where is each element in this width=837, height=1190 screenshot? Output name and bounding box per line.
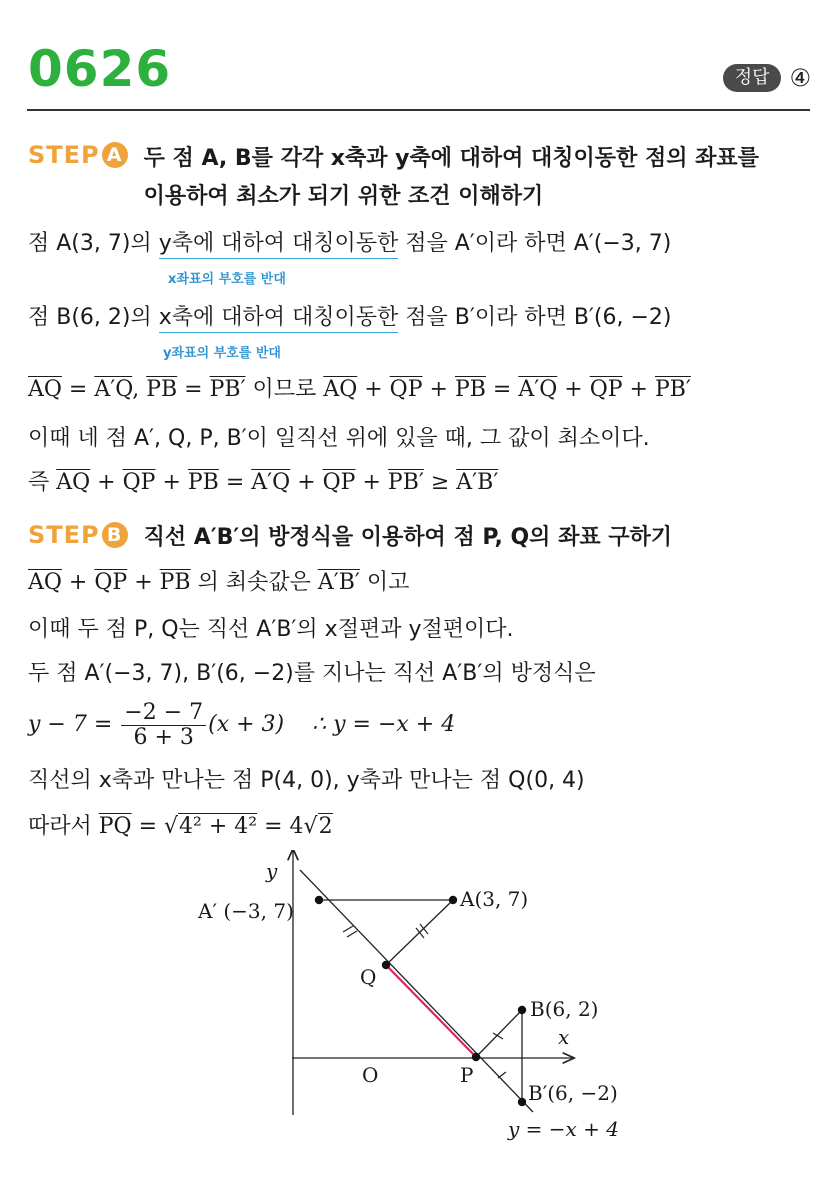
geq-sign: ≥ bbox=[423, 470, 457, 495]
step-a-line-2 bbox=[28, 303, 672, 333]
step-a-note-2: y좌표의 부호를 반대 bbox=[163, 346, 281, 361]
segment-a-prime-q: A′Q bbox=[518, 377, 558, 402]
plus-sign: + bbox=[357, 377, 390, 402]
y-axis-label: y bbox=[266, 859, 278, 883]
step-a-line-2-underlined: x축에 대하여 대칭이동한 bbox=[159, 305, 399, 333]
step-b-word: STEP bbox=[28, 521, 100, 549]
point-a bbox=[449, 896, 457, 904]
segment-aq: $\overline{AQ}$ bbox=[323, 377, 358, 402]
step-a-title bbox=[144, 140, 759, 216]
plus-sign: + bbox=[127, 570, 160, 595]
step-a-label bbox=[28, 140, 128, 170]
segment-qp: $\overline{QP}$ bbox=[589, 377, 623, 402]
segment-qp: $\overline{QP}$ bbox=[122, 470, 156, 495]
slope-fraction bbox=[121, 701, 206, 750]
eq-sign: = bbox=[485, 377, 519, 402]
radicand-2: 2 bbox=[318, 814, 333, 839]
step-b-line-6 bbox=[28, 812, 333, 842]
step-b-line-2: 이때 두 점 P, Q는 직선 A′B′의 x절편과 y절편이다. bbox=[28, 617, 514, 642]
segment-q-p-highlight bbox=[386, 965, 476, 1057]
point-p bbox=[472, 1053, 480, 1061]
slope-numerator: −2 − 7 bbox=[121, 701, 206, 726]
plus-sign: + bbox=[61, 570, 95, 595]
step-a-note-1: x좌표의 부호를 반대 bbox=[168, 272, 286, 287]
header-divider bbox=[27, 109, 810, 111]
eq-sign: = bbox=[131, 814, 165, 839]
answer-value: ④ bbox=[789, 64, 811, 92]
step-a-line-3 bbox=[28, 375, 691, 405]
segment-qp: $\overline{QP}$ bbox=[389, 377, 423, 402]
answer-badge: 정답 bbox=[723, 64, 782, 92]
step-b-line-4 bbox=[28, 700, 455, 750]
step-a-letter-icon: A bbox=[102, 142, 128, 168]
point-b bbox=[518, 1006, 526, 1014]
text-igo: 이고 bbox=[359, 570, 410, 595]
step-a-line-4: 이때 네 점 A′, Q, P, B′이 일직선 위에 있을 때, 그 값이 최소이다. bbox=[28, 426, 650, 451]
label-b: B(6, 2) bbox=[530, 997, 599, 1021]
segment-a-prime-q: A′Q bbox=[251, 470, 291, 495]
segment-aq: $\overline{AQ}$ bbox=[56, 470, 91, 495]
step-a-word: STEP bbox=[28, 141, 100, 169]
segment-a-prime-b-prime: A′B′ bbox=[456, 470, 499, 495]
answer-area bbox=[723, 64, 811, 92]
line-equation-result: ∴ y = −x + 4 bbox=[312, 712, 456, 737]
segment-pq: $\overline{PQ}$ bbox=[98, 814, 132, 839]
text-jeuk: 즉 bbox=[28, 470, 57, 495]
plus-sign: + bbox=[422, 377, 455, 402]
label-line-equation: y = −x + 4 bbox=[508, 1117, 620, 1141]
equal-marks-b bbox=[493, 1033, 506, 1078]
x-axis-label: x bbox=[558, 1025, 570, 1049]
label-p: P bbox=[460, 1063, 474, 1087]
step-b-heading bbox=[28, 520, 672, 556]
plus-sign: + bbox=[90, 470, 123, 495]
text-imeuro: 이므로 bbox=[245, 377, 324, 402]
segment-pb-prime: PB′ bbox=[209, 377, 246, 402]
label-q: Q bbox=[360, 965, 377, 989]
plus-sign: + bbox=[557, 377, 590, 402]
step-a-line-5 bbox=[28, 468, 498, 498]
step-a-heading bbox=[28, 140, 759, 216]
problem-number: 0626 bbox=[28, 40, 172, 98]
step-a-line-2-post: 점을 B′이라 하면 B′(6, −2) bbox=[398, 305, 672, 330]
slope-denominator: 6 + 3 bbox=[133, 724, 194, 750]
coordinate-diagram bbox=[180, 850, 660, 1150]
line-equation-lhs: y − 7 = bbox=[28, 712, 120, 737]
point-a-prime bbox=[315, 896, 323, 904]
plus-sign: + bbox=[622, 377, 655, 402]
point-q bbox=[382, 961, 390, 969]
step-b-label bbox=[28, 520, 128, 550]
step-a-line-1-underlined: y축에 대하여 대칭이동한 bbox=[159, 231, 399, 259]
plus-sign: + bbox=[155, 470, 188, 495]
step-a-title-line1: 두 점 A, B를 각각 x축과 y축에 대하여 대칭이동한 점의 좌표를 bbox=[143, 146, 759, 171]
segment-pb: $\overline{PB}$ bbox=[454, 377, 486, 402]
radicand: 4² + 4² bbox=[179, 814, 258, 839]
segment-pb: $\overline{PB}$ bbox=[146, 377, 178, 402]
segment-aq: $\overline{AQ}$ bbox=[28, 377, 62, 402]
sqrt-symbol: √ bbox=[303, 814, 318, 839]
line-equation-rhs: (x + 3) bbox=[208, 712, 285, 737]
eq-sign: = bbox=[218, 470, 252, 495]
plus-sign: + bbox=[355, 470, 388, 495]
segment-p-b bbox=[476, 1010, 522, 1057]
segment-qp: $\overline{QP}$ bbox=[94, 570, 128, 595]
segment-pb: $\overline{PB}$ bbox=[159, 570, 191, 595]
step-b-line-3: 두 점 A′(−3, 7), B′(6, −2)를 지나는 직선 A′B′의 방정식은 bbox=[28, 661, 596, 686]
segment-qp: $\overline{QP}$ bbox=[322, 470, 356, 495]
label-a: A(3, 7) bbox=[460, 887, 529, 911]
label-b-prime: B′(6, −2) bbox=[528, 1081, 618, 1105]
segment-aq: $\overline{AQ}$ bbox=[28, 570, 62, 595]
plus-sign: + bbox=[290, 470, 323, 495]
comma: , bbox=[132, 377, 147, 402]
step-b-letter-icon: B bbox=[102, 522, 128, 548]
step-b-title: 직선 A′B′의 방정식을 이용하여 점 P, Q의 좌표 구하기 bbox=[143, 525, 672, 550]
segment-pb-prime: PB′ bbox=[654, 377, 691, 402]
step-a-line-1-post: 점을 A′이라 하면 A′(−3, 7) bbox=[398, 231, 672, 256]
origin-label: O bbox=[362, 1063, 379, 1087]
text-min-value: 의 최솟값은 bbox=[190, 570, 318, 595]
segment-a-prime-b-prime: A′B′ bbox=[317, 570, 360, 595]
step-a-line-1 bbox=[28, 229, 671, 259]
result-coefficient: = 4 bbox=[257, 814, 304, 839]
step-a-title-line2: 이용하여 최소가 되기 위한 조건 이해하기 bbox=[143, 184, 544, 209]
segment-pb-prime: PB′ bbox=[387, 470, 424, 495]
eq-sign: = bbox=[61, 377, 95, 402]
step-b-line-1 bbox=[28, 568, 409, 598]
eq-sign: = bbox=[177, 377, 210, 402]
segment-a-prime-q: A′Q bbox=[94, 377, 133, 402]
step-a-line-1-pre: 점 A(3, 7)의 bbox=[28, 231, 159, 256]
step-b-line-5: 직선의 x축과 만나는 점 P(4, 0), y축과 만나는 점 Q(0, 4) bbox=[28, 768, 585, 793]
step-a-line-2-pre: 점 B(6, 2)의 bbox=[28, 305, 159, 330]
text-ttaraseo: 따라서 bbox=[28, 814, 99, 839]
point-b-prime bbox=[518, 1098, 526, 1106]
label-a-prime: A′ (−3, 7) bbox=[198, 899, 294, 923]
segment-pb: $\overline{PB}$ bbox=[187, 470, 219, 495]
sqrt-symbol: √ bbox=[164, 814, 179, 839]
